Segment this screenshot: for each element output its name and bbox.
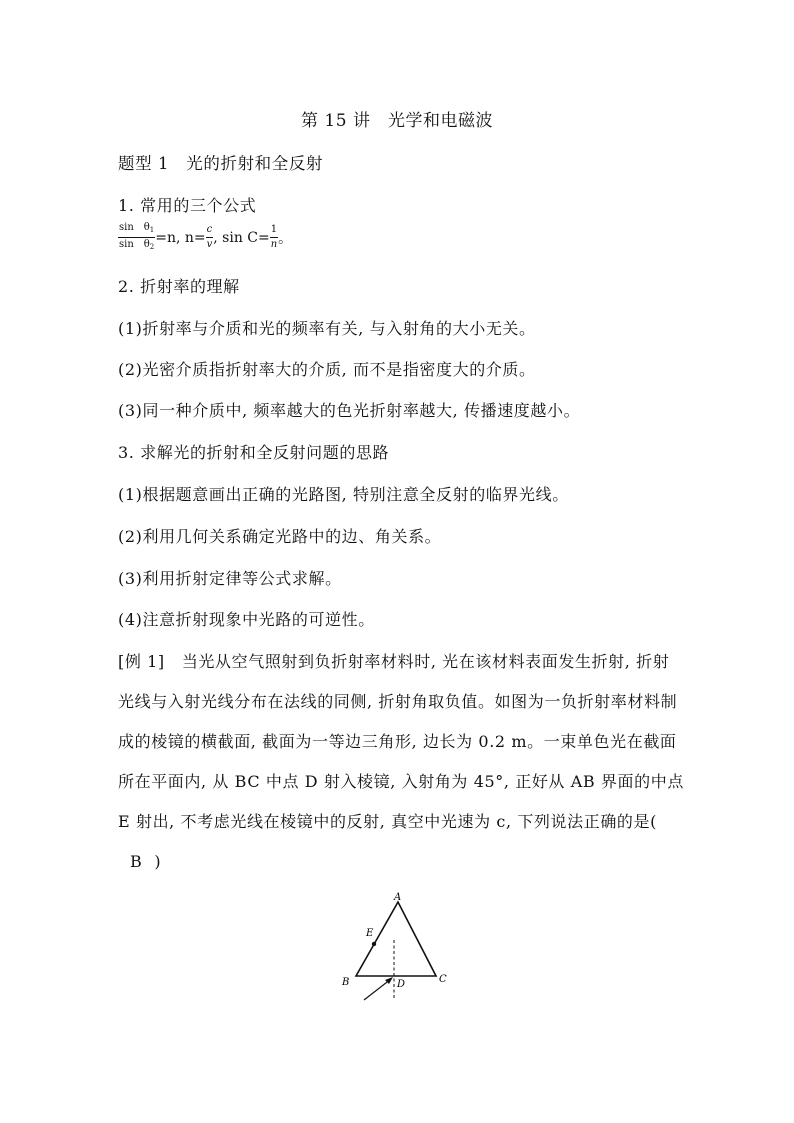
- one-over-n-fraction: $\frac{1}{n}$: [270, 224, 278, 250]
- prism-figure: [336, 888, 460, 1016]
- label-b: B: [342, 977, 350, 988]
- label-d: D: [397, 979, 406, 990]
- approach-heading: 3. 求解光的折射和全反射问题的思路: [118, 443, 390, 462]
- label-c: C: [439, 974, 447, 985]
- example-text: 当光从空气照射到负折射率材料时, 光在该材料表面发生折射, 折射光线与入射光线分布在法线的同侧, 折射角取负值。如图为一负折射率材料制成的棱镜的横截面, 截面为一等边三角形, 边长为 0.2 m。一束单色光在截面所在平面内, 从 BC 中点 D 射入棱镜, 入射角为 45°, 正好从 AB 界面的中点 E 射出, 不考虑光线在棱镜中的反射, 真空中光速为 c, 下列说法正确的是(: [118, 652, 684, 831]
- section-heading: 题型 1 光的折射和全反射: [118, 154, 324, 173]
- list-item: (3)利用折射定律等公式求解。: [118, 569, 342, 588]
- list-item: (3)同一种介质中, 频率越大的色光折射率越大, 传播速度越小。: [118, 401, 581, 420]
- label-a: A: [394, 892, 402, 903]
- c-over-v-fraction: $\frac{c}{v}$: [206, 224, 213, 250]
- example-paragraph: [例 1] 当光从空气照射到负折射率材料时, 光在该材料表面发生折射, 折射光线与入射光线分布在法线的同侧, 折射角取负值。如图为一负折射率材料制成的棱镜的横截面, 截面为一等边三角形, 边长为 0.2 m。一束单色光在截面所在平面内, 从 BC 中点 D 射入棱镜, 入射角为 45°, 正好从 AB 界面的中点 E 射出, 不考虑光线在棱镜中的反射, 真空中光速为 c, 下列说法正确的是(B ): [118, 642, 684, 882]
- list-item: (1)根据题意画出正确的光路图, 特别注意全反射的临界光线。: [118, 485, 569, 504]
- list-item: (1)折射率与介质和光的频率有关, 与入射角的大小无关。: [118, 319, 536, 338]
- prism-triangle: [356, 902, 436, 976]
- incident-ray: [364, 979, 391, 1000]
- list-item: (2)光密介质指折射率大的介质, 而不是指密度大的介质。: [118, 360, 536, 379]
- list-item: (4)注意折射现象中光路的可逆性。: [118, 610, 375, 629]
- page-title: 第 15 讲 光学和电磁波: [301, 111, 493, 131]
- label-e: E: [366, 928, 374, 939]
- formula-end: 。: [278, 230, 293, 247]
- formula-eq1: =n, n=: [155, 229, 206, 246]
- list-item: (2)利用几何关系确定光路中的边、角关系。: [118, 527, 442, 546]
- example-label: [例 1]: [118, 652, 165, 671]
- answer-choice: B: [130, 852, 143, 871]
- refractive-index-heading: 2. 折射率的理解: [118, 277, 240, 296]
- snell-fraction: $\frac{\sin \theta_1}{\sin \theta_2}$: [119, 222, 155, 251]
- formula-eq2: , sin C=: [213, 229, 270, 246]
- sin-theta2: sin θ: [119, 239, 150, 250]
- sin-theta1: sin θ: [119, 222, 150, 233]
- formula-line: [118, 222, 292, 253]
- point-e-dot: [372, 942, 376, 946]
- formulas-heading: 1. 常用的三个公式: [118, 196, 257, 215]
